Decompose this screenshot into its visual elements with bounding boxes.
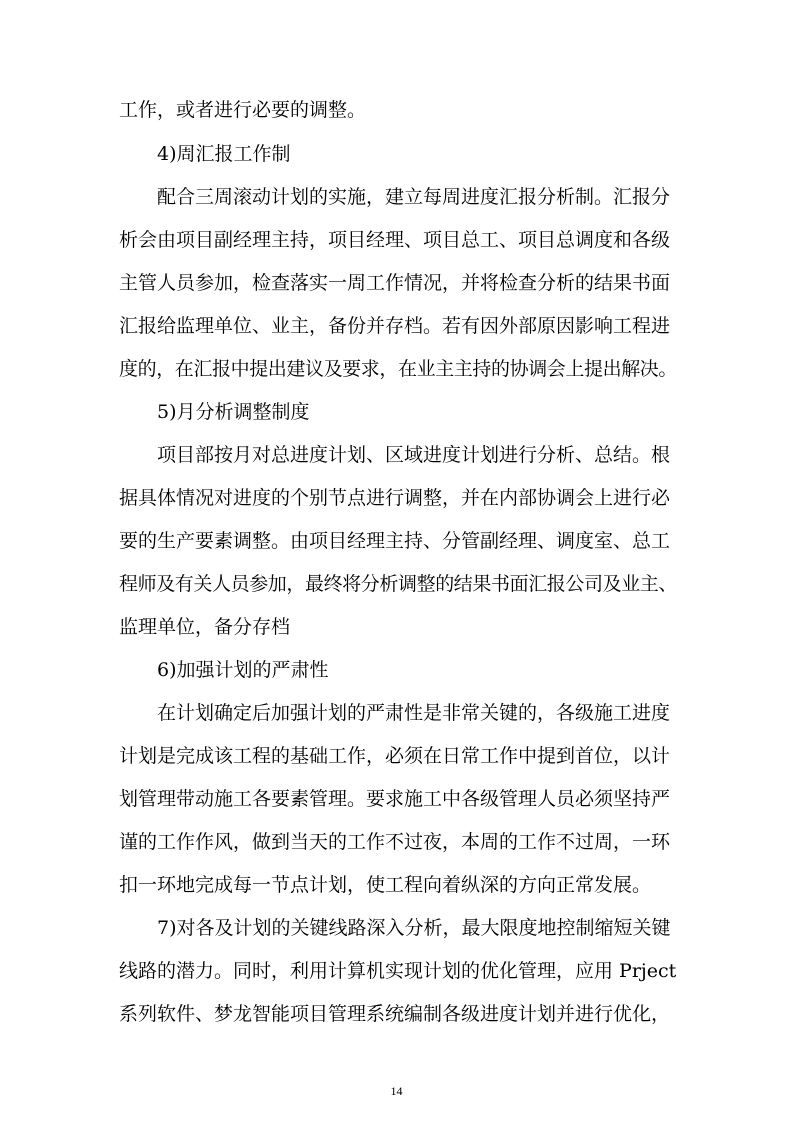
text-line: 主管人员参加，检查落实一周工作情况，并将检查分析的结果书面 <box>119 272 671 294</box>
text-line: 项目部按月对总进度计划、区域进度计划进行分析、总结。根 <box>157 444 671 466</box>
section-heading: 4)周汇报工作制 <box>157 143 291 165</box>
section-heading: 6)加强计划的严肃性 <box>157 659 329 681</box>
text-line: 工作，或者进行必要的调整。 <box>119 99 367 121</box>
text-line: 汇报给监理单位、业主，备份并存档。若有因外部原因影响工程进 <box>119 315 671 337</box>
text-line: 析会由项目副经理主持，项目经理、项目总工、项目总调度和各级 <box>119 229 671 251</box>
text-line: 划管理带动施工各要素管理。要求施工中各级管理人员必须坚持严 <box>119 788 671 810</box>
text-line: 系列软件、梦龙智能项目管理系统编制各级进度计划并进行优化， <box>119 1003 671 1025</box>
text-line: 要的生产要素调整。由项目经理主持、分管副经理、调度室、总工 <box>119 530 671 552</box>
text-line: 程师及有关人员参加，最终将分析调整的结果书面汇报公司及业主、 <box>119 573 678 595</box>
text-line: 在计划确定后加强计划的严肃性是非常关键的，各级施工进度 <box>157 702 671 724</box>
text-line: 度的，在汇报中提出建议及要求，在业主主持的协调会上提出解决。 <box>119 358 678 380</box>
text-line: 配合三周滚动计划的实施，建立每周进度汇报分析制。汇报分 <box>157 186 671 208</box>
section-heading: 5)月分析调整制度 <box>157 401 310 423</box>
text-line: 谨的工作作风，做到当天的工作不过夜，本周的工作不过周，一环 <box>119 831 671 853</box>
text-line: 据具体情况对进度的个别节点进行调整，并在内部协调会上进行必 <box>119 487 671 509</box>
page-number: 14 <box>390 1084 403 1098</box>
text-line: 计划是完成该工程的基础工作，必须在日常工作中提到首位，以计 <box>119 745 671 767</box>
text-line: 线路的潜力。同时，利用计算机实现计划的优化管理，应用 Prject <box>119 960 677 982</box>
text-line: 监理单位，备分存档 <box>119 616 291 638</box>
text-line: 7)对各及计划的关键线路深入分析，最大限度地控制缩短关键 <box>157 917 671 939</box>
text-line: 扣一环地完成每一节点计划，使工程向着纵深的方向正常发展。 <box>119 874 652 896</box>
